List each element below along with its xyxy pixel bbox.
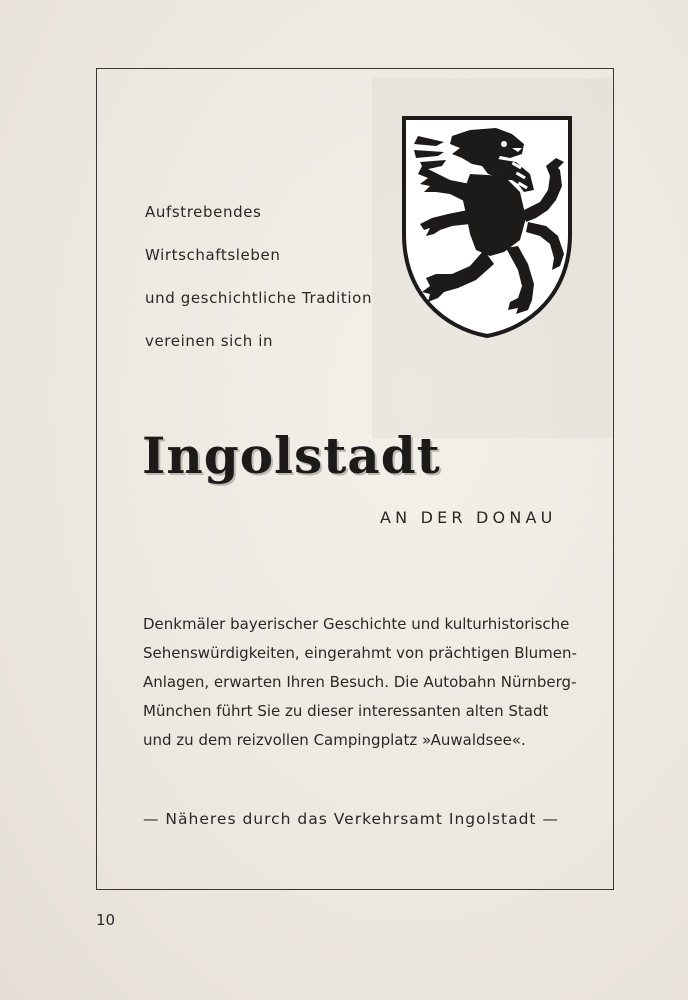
- coat-of-arms-icon: [400, 114, 574, 340]
- intro-line: vereinen sich in: [145, 332, 274, 350]
- intro-text: [145, 200, 405, 372]
- intro-line: Aufstrebendes: [145, 203, 262, 221]
- contact-note: — Näheres durch das Verkehrsamt Ingolstadt —: [143, 810, 559, 828]
- city-name-heading: Ingolstadt: [142, 426, 441, 485]
- city-subtitle: AN DER DONAU: [380, 508, 557, 527]
- body-line: Anlagen, erwarten Ihren Besuch. Die Autobahn Nürnberg-: [143, 673, 577, 691]
- intro-line: Wirtschaftsleben: [145, 246, 281, 264]
- page-number: 10: [96, 911, 116, 929]
- body-line: Denkmäler bayerischer Geschichte und kulturhistorische: [143, 615, 570, 633]
- body-line: München führt Sie zu dieser interessanten alten Stadt: [143, 702, 549, 720]
- body-line: Sehenswürdigkeiten, eingerahmt von prächtigen Blumen-: [143, 644, 577, 662]
- intro-line: und geschichtliche Tradition: [145, 289, 373, 307]
- body-line: und zu dem reizvollen Campingplatz »Auwaldsee«.: [143, 731, 526, 749]
- body-paragraph: [143, 610, 575, 755]
